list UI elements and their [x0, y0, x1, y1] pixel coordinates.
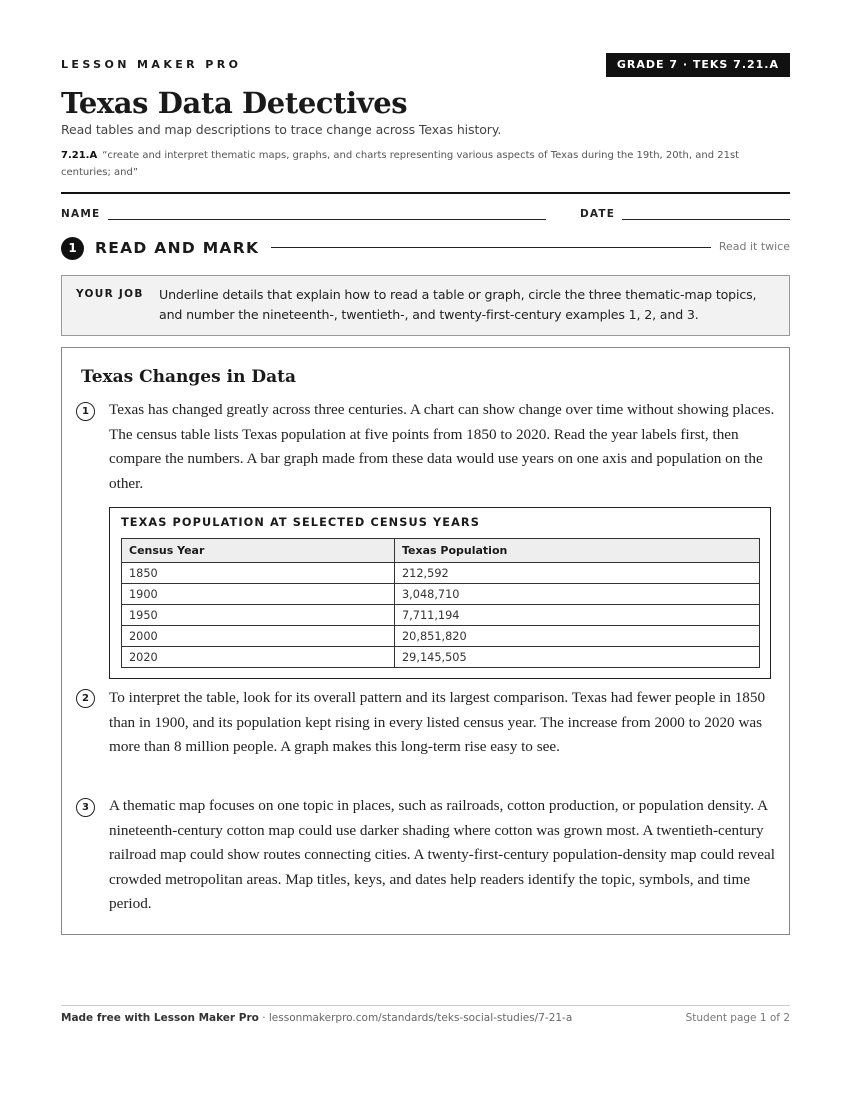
table-row: [122, 605, 760, 626]
standard-text: “create and interpret thematic maps, graphs, and charts representing various aspects of Texas during the 19th, 20th, and 21st centuries; and”: [61, 150, 740, 178]
section-rule: [271, 247, 711, 248]
table-row: [122, 647, 760, 668]
footer-url: · lessonmakerpro.com/standards/teks-social-studies/7-21-a: [258, 1012, 573, 1024]
census-year-cell: 1850: [122, 563, 395, 584]
table-row: [122, 626, 760, 647]
section-note: Read it twice: [718, 240, 790, 253]
population-cell: 29,145,505: [395, 647, 760, 668]
footer-divider: [61, 1005, 790, 1006]
population-table: [121, 538, 760, 668]
date-label: DATE: [580, 208, 616, 220]
section-number-badge: 1: [61, 237, 84, 260]
passage-title: Texas Changes in Data: [81, 367, 296, 387]
table-row: [122, 563, 760, 584]
paragraph-number: 2: [76, 689, 95, 708]
page-title: Texas Data Detectives: [61, 86, 408, 120]
your-job-box: [61, 275, 790, 336]
population-cell: 3,048,710: [395, 584, 760, 605]
paragraph-number: 3: [76, 798, 95, 817]
paragraph: A thematic map focuses on one topic in places, such as railroads, cotton production, or population density. A nineteenth-century cotton map could use darker shading where cotton was grown most. A twentieth-century railroad map could show routes connecting cities. A twenty-first-century population-density map could reveal crowded metropolitan areas. Map titles, keys, and dates help readers identify the topic, symbols, and time period.: [109, 797, 775, 912]
population-cell: 212,592: [395, 563, 760, 584]
reading-passage: [61, 347, 790, 935]
name-field[interactable]: [108, 219, 546, 220]
paragraph: To interpret the table, look for its overall pattern and its largest comparison. Texas had fewer people in 1850 than in 1900, and its population kept rising in every listed census year. The increase from 2000 to 2020 was more than 8 million people. A graph makes this long-term rise easy to see.: [109, 689, 766, 755]
table-header-row: [122, 539, 760, 563]
footer-page-number: Student page 1 of 2: [685, 1012, 790, 1024]
population-cell: 20,851,820: [395, 626, 760, 647]
standard-statement: [61, 147, 790, 181]
footer-credit: [61, 1012, 572, 1024]
table-title: TEXAS POPULATION AT SELECTED CENSUS YEARS: [121, 516, 480, 529]
footer-made-by: Made free with Lesson Maker Pro: [61, 1012, 259, 1024]
standard-code: 7.21.A: [61, 150, 98, 161]
your-job-text: Underline details that explain how to read a table or graph, circle the three thematic-map topics, and number the nineteenth-, twentieth-, and twenty-first-century examples 1, 2, and 3.: [159, 287, 757, 322]
census-year-cell: 2020: [122, 647, 395, 668]
grade-badge: GRADE 7 · TEKS 7.21.A: [606, 53, 790, 77]
column-header: Census Year: [122, 539, 395, 563]
paragraph-number: 1: [76, 402, 95, 421]
date-field[interactable]: [622, 219, 790, 220]
name-label: NAME: [61, 208, 101, 220]
section-title: READ AND MARK: [95, 239, 260, 257]
header-divider: [61, 192, 790, 194]
page-subtitle: Read tables and map descriptions to trace change across Texas history.: [61, 122, 502, 137]
paragraph: Texas has changed greatly across three centuries. A chart can show change over time without showing places. The census table lists Texas population at five points from 1850 to 2020. Read the year labels first, then compare the numbers. A bar graph made from these data would use years on one axis and population on the other.: [109, 401, 775, 492]
census-year-cell: 1900: [122, 584, 395, 605]
table-row: [122, 584, 760, 605]
population-table-box: [109, 507, 771, 679]
census-year-cell: 2000: [122, 626, 395, 647]
your-job-label: YOUR JOB: [76, 288, 144, 300]
population-cell: 7,711,194: [395, 605, 760, 626]
column-header: Texas Population: [395, 539, 760, 563]
brand-name: LESSON MAKER PRO: [61, 58, 242, 71]
census-year-cell: 1950: [122, 605, 395, 626]
